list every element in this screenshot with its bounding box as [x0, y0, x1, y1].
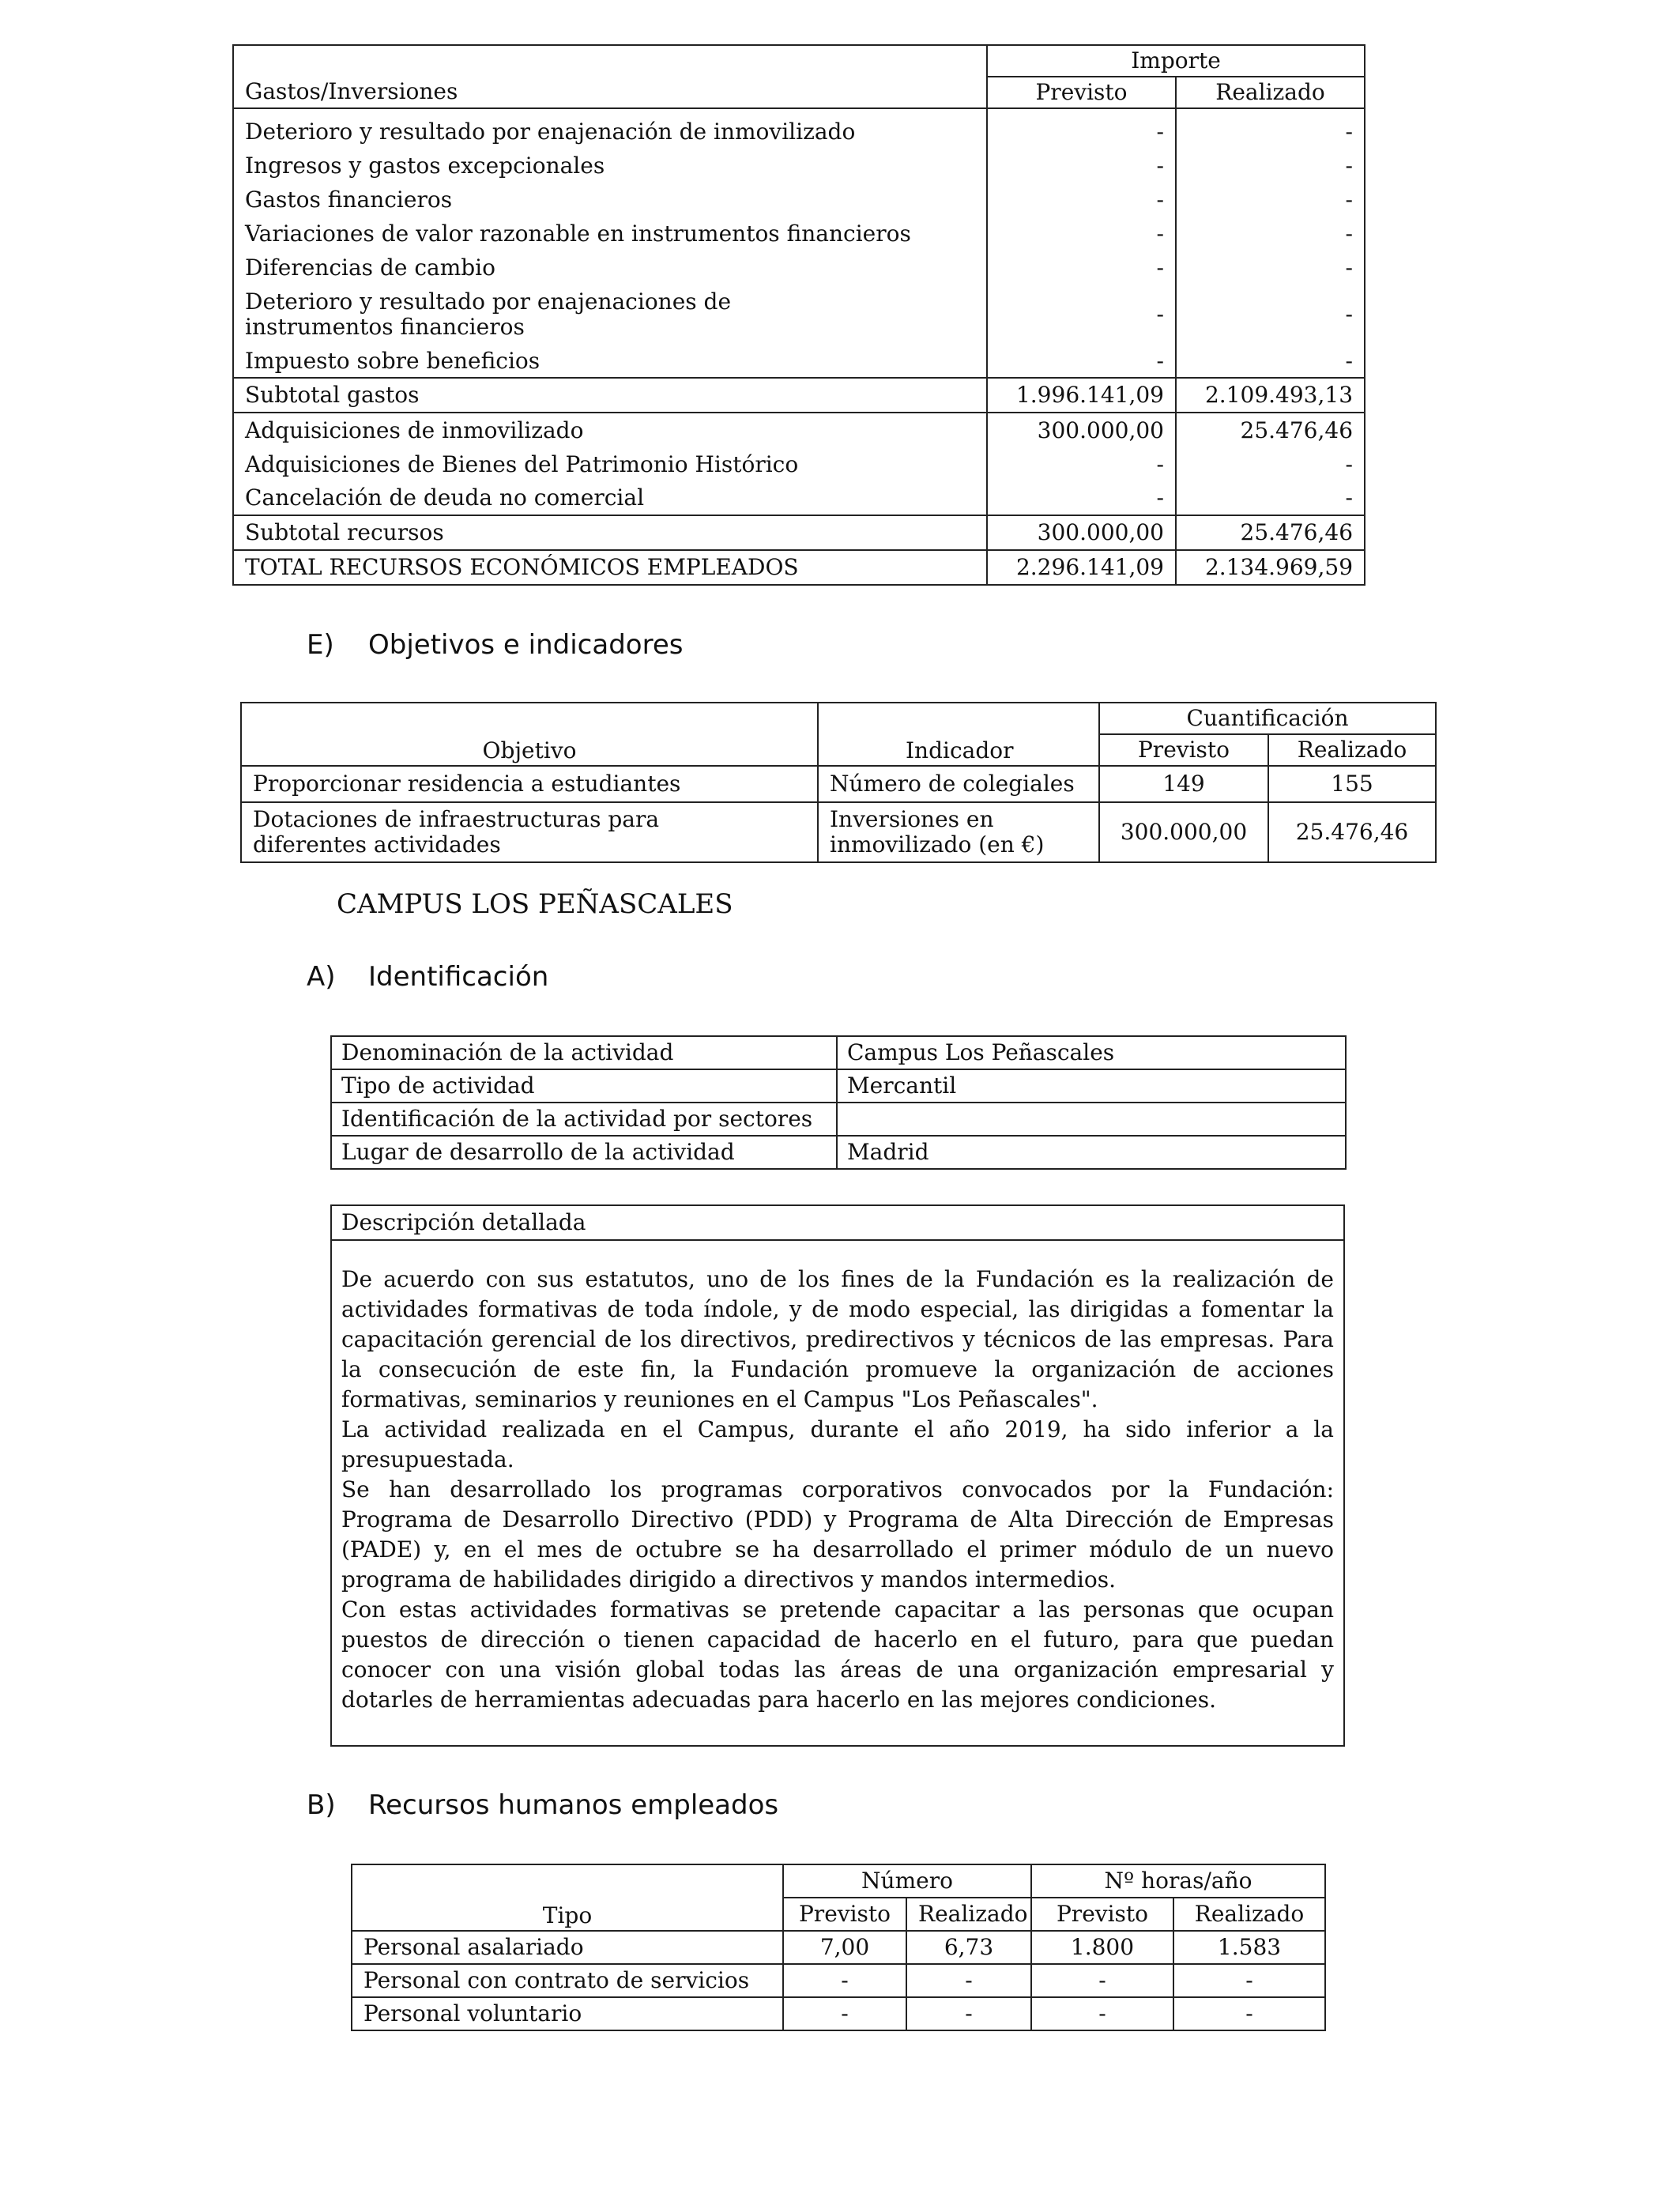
table-row: Diferencias de cambio - -: [233, 251, 1365, 285]
table-row: Deterioro y resultado por enajenaciones de instrumentos financieros - -: [233, 285, 1365, 345]
realizado-header: Realizado: [1176, 77, 1365, 108]
subtotal-recursos-row: Subtotal recursos 300.000,00 25.476,46: [233, 515, 1365, 550]
objetivos-table: [240, 702, 1437, 863]
total-row: TOTAL RECURSOS ECONÓMICOS EMPLEADOS 2.296.141,09 2.134.969,59: [233, 550, 1365, 585]
horas-header: Nº horas/año: [1031, 1864, 1325, 1898]
cuantificacion-header: Cuantificación: [1099, 703, 1436, 734]
descripcion-paragraph: De acuerdo con sus estatutos, uno de los fines de la Fundación es la realización de actividades formativas de toda índole, y de modo especial, las dirigidas a fomentar la capacitación gerencial de los directivos, predirectivos y técnicos de las empresas. Para la consecución de este fin, la Fundación promueve la organización de acciones formativas, seminarios y reuniones en el Campus "Los Peñascales".: [341, 1266, 1334, 1412]
tipo-header: Tipo: [352, 1864, 783, 1931]
identificacion-table: [330, 1035, 1347, 1170]
table-row: Adquisiciones de inmovilizado 300.000,00 25.476,46: [233, 413, 1365, 447]
table-row: Tipo de actividad Mercantil: [331, 1069, 1346, 1103]
section-b-heading: [307, 1789, 778, 1821]
num-realizado-header: Realizado: [906, 1898, 1031, 1931]
gastos-header-label: Gastos/Inversiones: [233, 45, 987, 108]
num-previsto-header: Previsto: [783, 1898, 906, 1931]
descripcion-paragraph: Se han desarrollado los programas corporativos convocados por la Fundación: Programa de Desarrollo Directivo (PDD) y Programa de Alta Dirección de Empresas (PADE) y, en el mes de octubre se ha desarrollado el primer módulo de un nuevo programa de habilidades dirigido a directivos y mandos intermedios.: [341, 1476, 1334, 1593]
horas-realizado-header: Realizado: [1173, 1898, 1325, 1931]
horas-previsto-header: Previsto: [1031, 1898, 1173, 1931]
obj-previsto-header: Previsto: [1099, 734, 1268, 766]
section-e-letter: E): [307, 629, 334, 661]
section-e-heading: [307, 629, 683, 661]
table-row: Ingresos y gastos excepcionales - -: [233, 149, 1365, 183]
descripcion-title: Descripción detallada: [332, 1206, 1343, 1241]
section-a-letter: A): [307, 961, 336, 993]
previsto-header: Previsto: [987, 77, 1176, 108]
table-row: Dotaciones de infraestructuras para diferentes actividades Inversiones en inmovilizado (en €) 300.000,00 25.476,46: [241, 802, 1436, 862]
table-row: Variaciones de valor razonable en instrumentos financieros - -: [233, 217, 1365, 251]
table-row: Cancelación de deuda no comercial - -: [233, 481, 1365, 515]
subtotal-gastos-row: Subtotal gastos 1.996.141,09 2.109.493,13: [233, 378, 1365, 413]
table-row: Proporcionar residencia a estudiantes Número de colegiales 149 155: [241, 766, 1436, 802]
table-row: Gastos financieros - -: [233, 183, 1365, 217]
campus-title: CAMPUS LOS PEÑASCALES: [337, 888, 733, 920]
table-row: Denominación de la actividad Campus Los Peñascales: [331, 1036, 1346, 1069]
section-a-heading: [307, 961, 548, 993]
table-row: Identificación de la actividad por sectores: [331, 1103, 1346, 1136]
gastos-inversiones-table: [232, 44, 1365, 586]
table-row: Personal asalariado 7,00 6,73 1.800 1.583: [352, 1931, 1325, 1964]
indicador-header: Indicador: [818, 703, 1099, 766]
objetivo-header: Objetivo: [241, 703, 818, 766]
obj-realizado-header: Realizado: [1268, 734, 1436, 766]
descripcion-paragraph: Con estas actividades formativas se pretende capacitar a las personas que ocupan puestos de dirección o tienen capacidad de hacerlo en el futuro, para que puedan conocer con una visión global todas las áreas de una organización empresarial y dotarles de herramientas adecuadas para hacerlo en las mejores condiciones.: [341, 1596, 1334, 1713]
section-e-title: Objetivos e indicadores: [368, 629, 684, 661]
recursos-humanos-table: [351, 1864, 1326, 2031]
section-b-title: Recursos humanos empleados: [368, 1789, 779, 1821]
table-row: Personal con contrato de servicios - - - -: [352, 1964, 1325, 1997]
numero-header: Número: [783, 1864, 1031, 1898]
table-row: Lugar de desarrollo de la actividad Madrid: [331, 1136, 1346, 1169]
section-a-title: Identificación: [368, 961, 549, 993]
table-row: Adquisiciones de Bienes del Patrimonio Histórico - -: [233, 447, 1365, 481]
table-row: Deterioro y resultado por enajenación de inmovilizado - -: [233, 115, 1365, 149]
table-row: Impuesto sobre beneficios - -: [233, 345, 1365, 378]
importe-header: Importe: [987, 45, 1365, 77]
descripcion-paragraph: La actividad realizada en el Campus, durante el año 2019, ha sido inferior a la presupuestada.: [341, 1416, 1334, 1472]
table-row: Personal voluntario - - - -: [352, 1997, 1325, 2030]
section-b-letter: B): [307, 1789, 336, 1821]
descripcion-box: [330, 1204, 1345, 1747]
